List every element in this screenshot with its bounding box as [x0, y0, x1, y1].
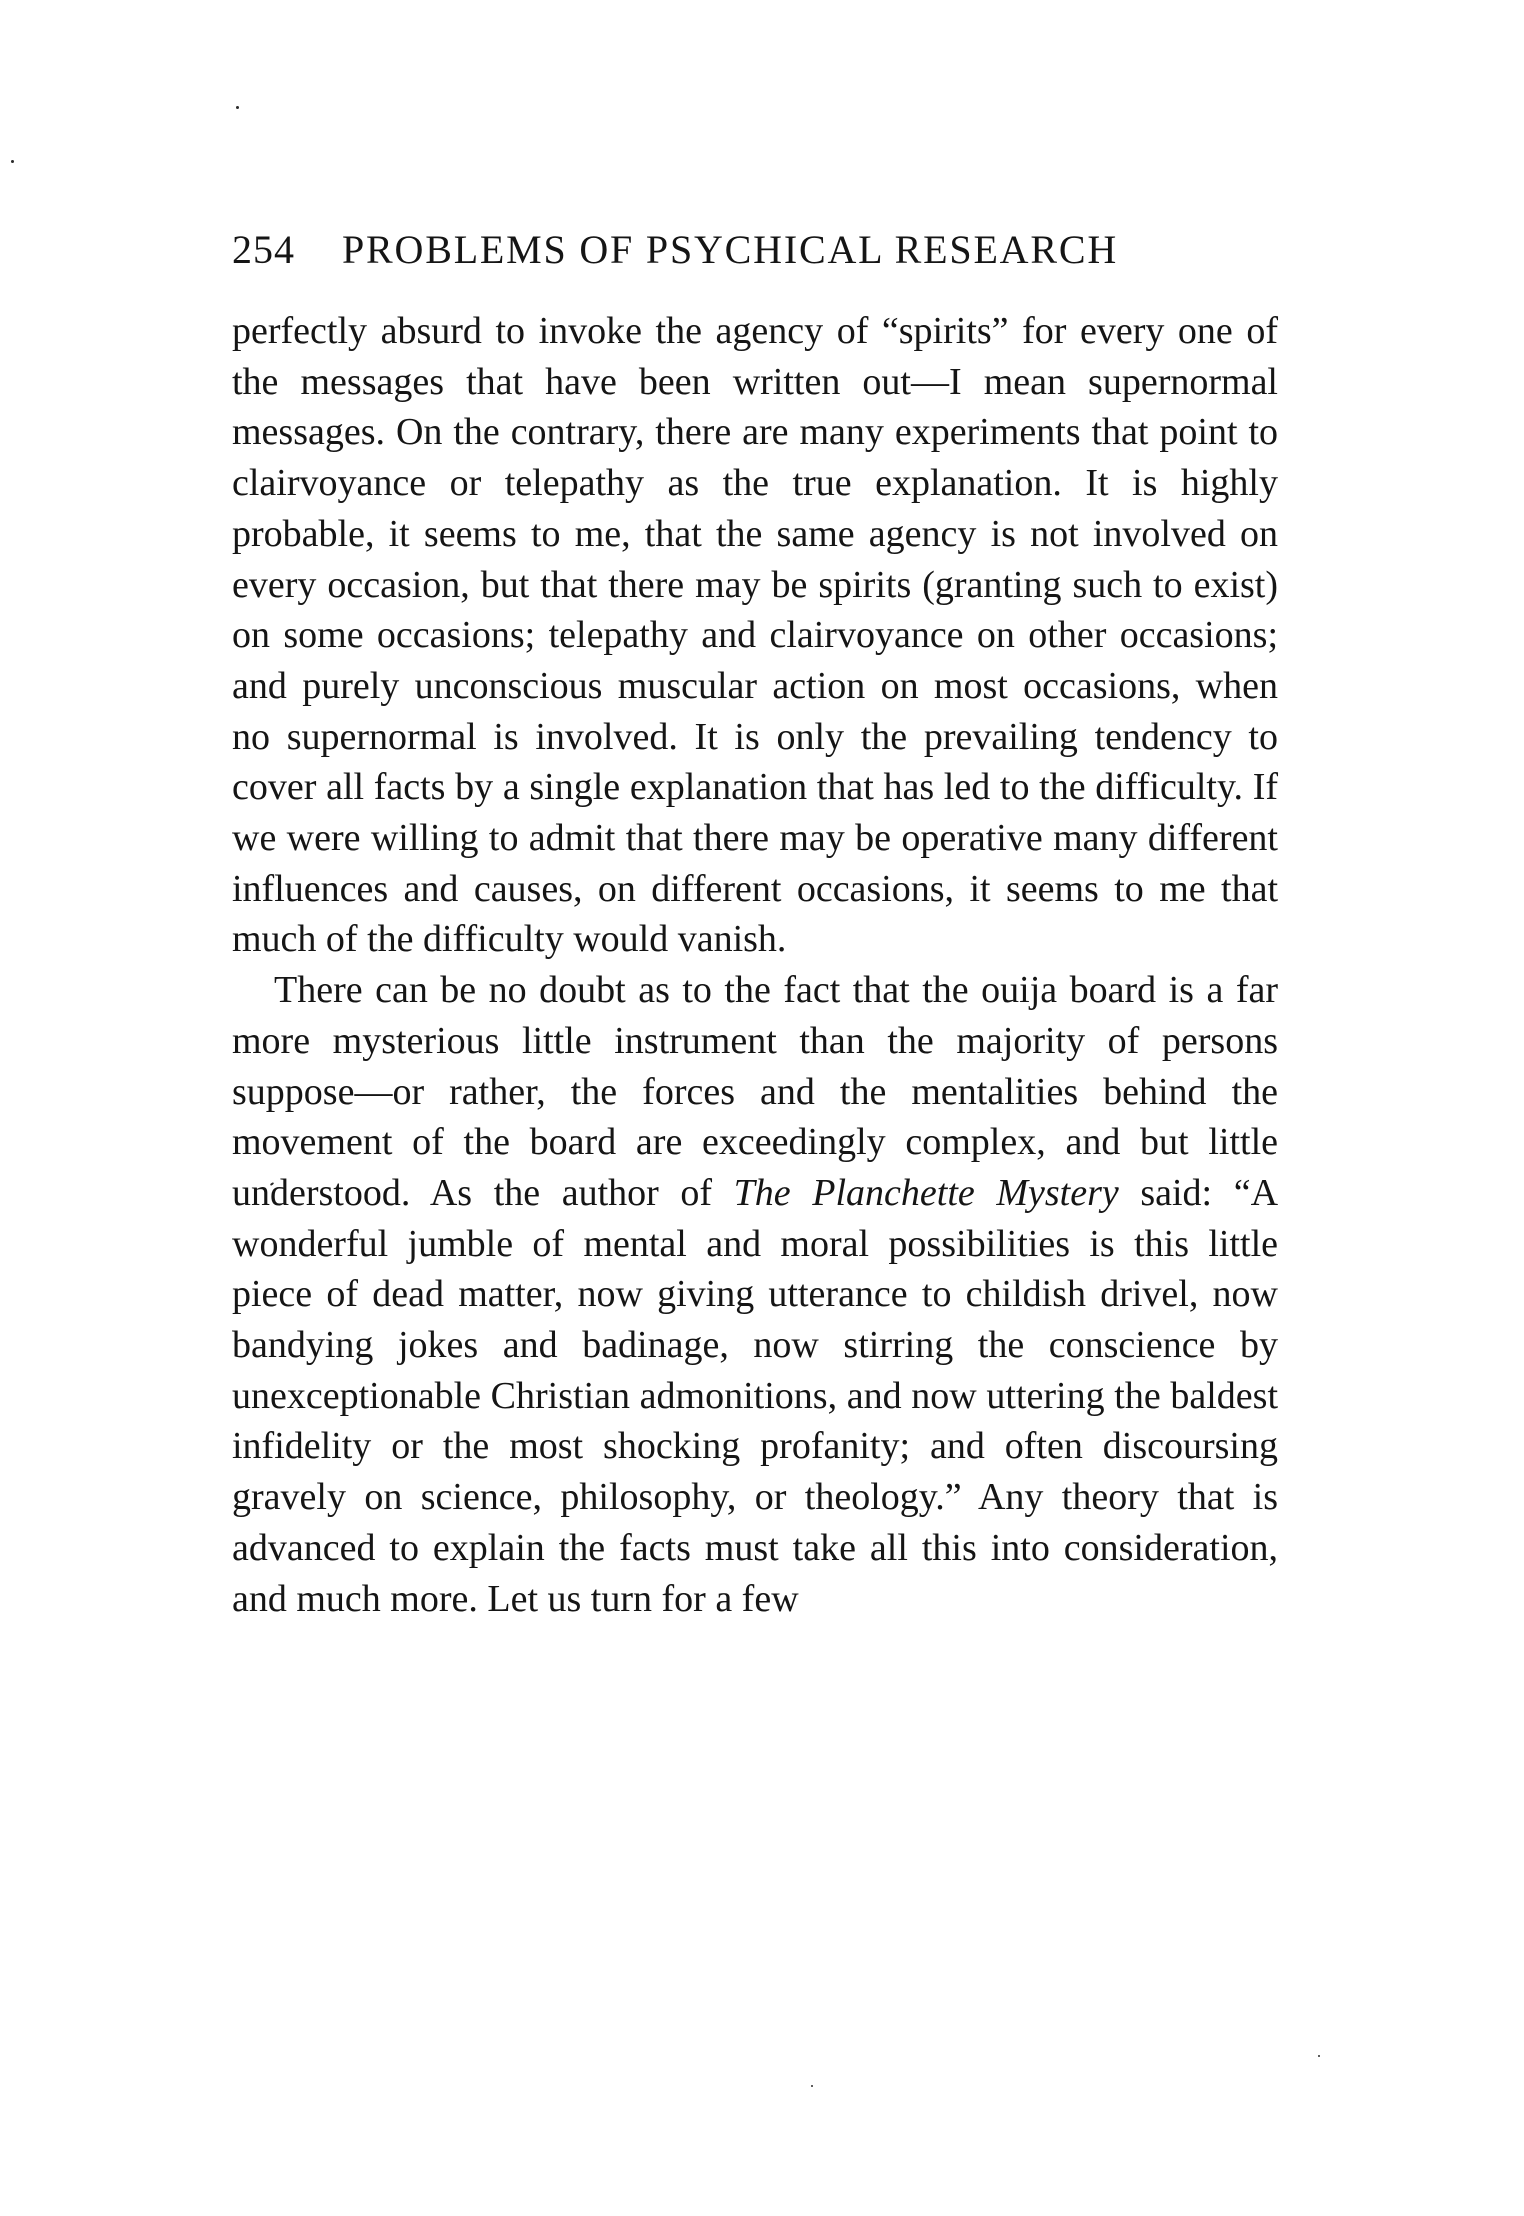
paper-speck	[811, 2085, 813, 2087]
paragraph-2-text-before-title: There can be no doubt as to the fact that the ouija board is a far more mysterious little instrument than the majority of persons suppose—or rather, the forces and the mentalities behind the movement of the board are exceedingly complex, and but little understood. As the author of	[232, 969, 1278, 1214]
page-header	[232, 220, 1282, 280]
paper-speck	[11, 160, 14, 163]
book-title: The Planchette Mystery	[733, 1171, 1119, 1214]
paragraph-2	[232, 965, 1278, 1624]
paragraph-1: perfectly absurd to invoke the agency of “spirits” for every one of the messages that have been written out—I mean supernormal messages. On the contrary, there are many experiments that point to clairvoyance or telepathy as the true explanation. It is highly probable, it seems to me, that the same agency is not involved on every occasion, but that there may be spirits (granting such to exist) on some occasions; telepathy and clairvoyance on other occasions; and purely unconscious muscular action on most occasions, when no supernormal is involved. It is only the prevailing tendency to cover all facts by a single explanation that has led to the difficulty. If we were willing to admit that there may be operative many different influences and causes, on different occasions, it seems to me that much of the difficulty would vanish.	[232, 310, 1278, 961]
paper-speck	[236, 106, 239, 109]
running-head: PROBLEMS OF PSYCHICAL RESEARCH	[342, 227, 1119, 272]
page-number: 254	[232, 227, 295, 272]
body-text	[232, 306, 1278, 1624]
paragraph-2-text-after-title: said: “A wonderful jumble of mental and moral possibilities is this little piece of dead matter, now giving utterance to childish drivel, now bandying jokes and badinage, now stirring the conscience by unexceptionable Christian admonitions, and now uttering the baldest infidelity or the most shocking profanity; and often discoursing gravely on science, philosophy, or theology.” Any theory that is advanced to explain the facts must take all this into consideration, and much more. Let us turn for a few	[232, 1171, 1279, 1620]
paper-speck	[1318, 2055, 1320, 2057]
